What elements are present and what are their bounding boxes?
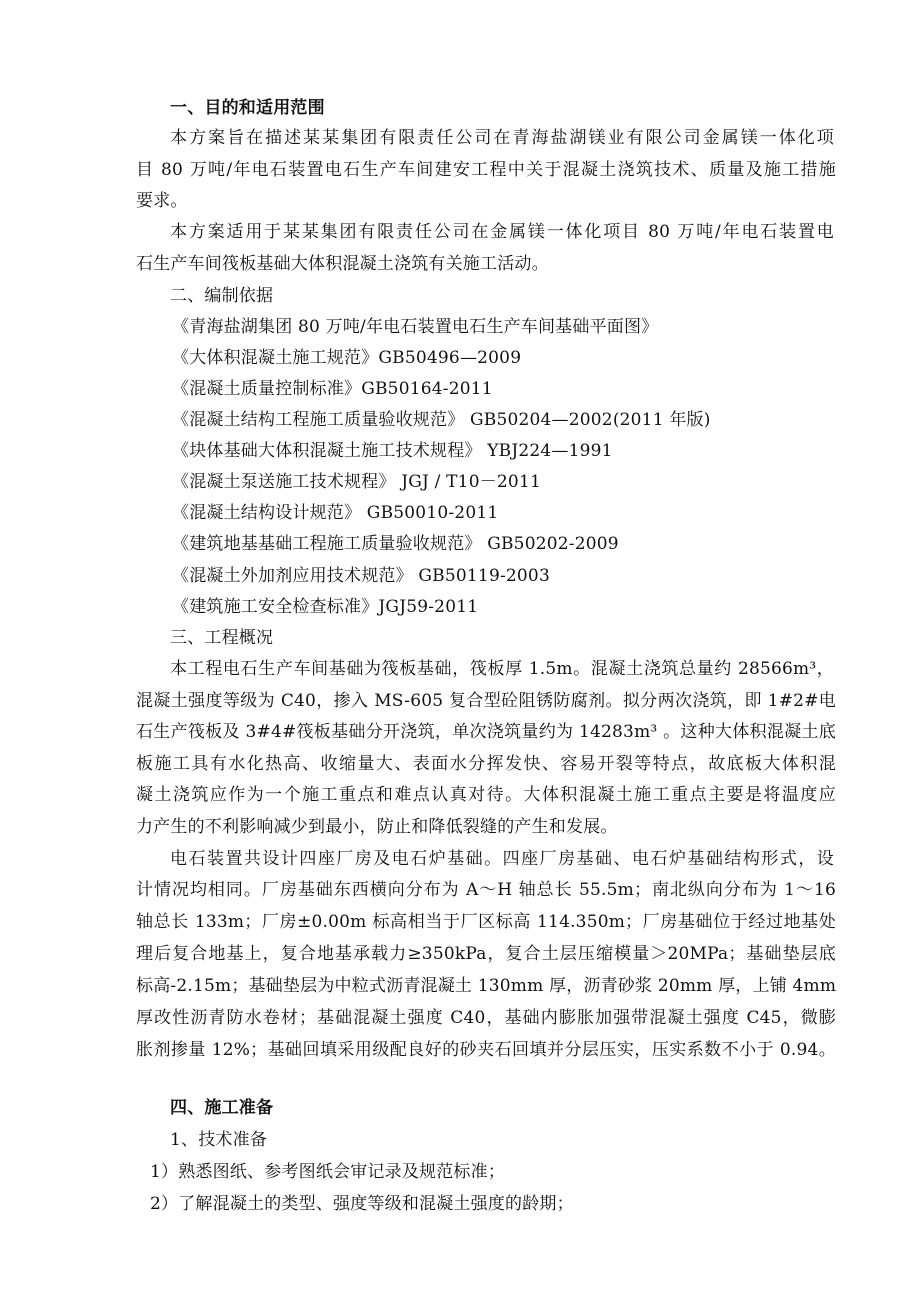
section-3-paragraph-2-line-2: 计情况均相同。厂房基础东西横向分布为 A～H 轴总长 55.5m；南北纵向分布为 1～16 — [136, 880, 836, 900]
section-1-title: 一、目的和适用范围 — [170, 98, 325, 118]
section-1-paragraph-1-line-1: 本方案旨在描述某某集团有限责任公司在青海盐湖镁业有限公司金属镁一体化项 — [170, 128, 834, 148]
section-3-paragraph-1-line-6: 力产生的不利影响减少到最小，防止和降低裂缝的产生和发展。 — [136, 817, 618, 837]
reference-item: 《大体积混凝土施工规范》GB50496—2009 — [172, 348, 522, 368]
section-3-paragraph-2-line-5: 标高-2.15m；基础垫层为中粒式沥青混凝土 130mm 厚，沥青砂浆 20mm 厚，上铺 4mm — [136, 976, 837, 996]
reference-item: 《建筑地基基础工程施工质量验收规范》 GB50202-2009 — [172, 534, 619, 554]
list-item: 2）了解混凝土的类型、强度等级和混凝土强度的龄期； — [150, 1194, 574, 1214]
section-3-paragraph-1-line-4: 板施工具有水化热高、收缩量大、表面水分挥发快、容易开裂等特点，故底板大体积混 — [136, 754, 836, 774]
section-4-subtitle: 1、技术准备 — [170, 1130, 268, 1150]
section-2-title: 二、编制依据 — [170, 286, 274, 306]
reference-item: 《混凝土结构工程施工质量验收规范》 GB50204—2002(2011 年版) — [172, 410, 711, 430]
section-3-paragraph-1-line-1: 本工程电石生产车间基础为筏板基础，筏板厚 1.5m。混凝土浇筑总量约 28566m³， — [170, 659, 834, 679]
section-1-paragraph-2-line-2: 石生产车间筏板基础大体积混凝土浇筑有关施工活动。 — [136, 254, 549, 274]
section-3-paragraph-2-line-3: 轴总长 133m；厂房±0.00m 标高相当于厂区标高 114.350m；厂房基础位于经过地基处 — [136, 912, 836, 932]
section-3-paragraph-1-line-3: 石生产筏板及 3#4#筏板基础分开浇筑，单次浇筑量约为 14283m³ 。这种大体积混凝土底 — [136, 722, 836, 742]
section-3-paragraph-2-line-6: 厚改性沥青防水卷材；基础混凝土强度 C40，基础内膨胀加强带混凝土强度 C45，微膨 — [136, 1008, 836, 1028]
reference-item: 《混凝土质量控制标准》GB50164-2011 — [172, 379, 493, 399]
reference-item: 《混凝土外加剂应用技术规范》 GB50119-2003 — [172, 566, 550, 586]
section-3-paragraph-1-line-5: 凝土浇筑应作为一个施工重点和难点认真对待。大体积混凝土施工重点主要是将温度应 — [136, 785, 836, 805]
section-4-title: 四、施工准备 — [170, 1098, 274, 1118]
section-3-paragraph-2-line-7: 胀剂掺量 12%；基础回填采用级配良好的砂夹石回填并分层压实，压实系数不小于 0.94。 — [136, 1040, 836, 1060]
section-1-paragraph-1-line-3: 要求。 — [136, 191, 188, 211]
section-1-paragraph-1-line-2: 目 80 万吨/年电石装置电石生产车间建安工程中关于混凝土浇筑技术、质量及施工措施 — [136, 160, 836, 180]
reference-item: 《混凝土泵送施工技术规程》 JGJ / T10－2011 — [172, 472, 541, 492]
section-3-paragraph-1-line-2: 混凝土强度等级为 C40，掺入 MS-605 复合型砼阻锈防腐剂。拟分两次浇筑，即 1#2#电 — [136, 691, 836, 711]
reference-item: 《混凝土结构设计规范》 GB50010-2011 — [172, 503, 499, 523]
reference-item: 《建筑施工安全检查标准》JGJ59-2011 — [172, 597, 479, 617]
section-3-paragraph-2-line-1: 电石装置共设计四座厂房及电石炉基础。四座厂房基础、电石炉基础结构形式，设 — [170, 849, 834, 869]
section-1-paragraph-2-line-1: 本方案适用于某某集团有限责任公司在金属镁一体化项目 80 万吨/年电石装置电 — [170, 222, 834, 242]
reference-item: 《青海盐湖集团 80 万吨/年电石装置电石生产车间基础平面图》 — [172, 317, 659, 337]
reference-item: 《块体基础大体积混凝土施工技术规程》 YBJ224—1991 — [172, 441, 613, 461]
section-3-title: 三、工程概况 — [170, 628, 274, 648]
list-item: 1）熟悉图纸、参考图纸会审记录及规范标准； — [150, 1162, 506, 1182]
section-3-paragraph-2-line-4: 理后复合地基上，复合地基承载力≥350kPa，复合土层压缩模量＞20MPa；基础垫层底 — [136, 944, 836, 964]
